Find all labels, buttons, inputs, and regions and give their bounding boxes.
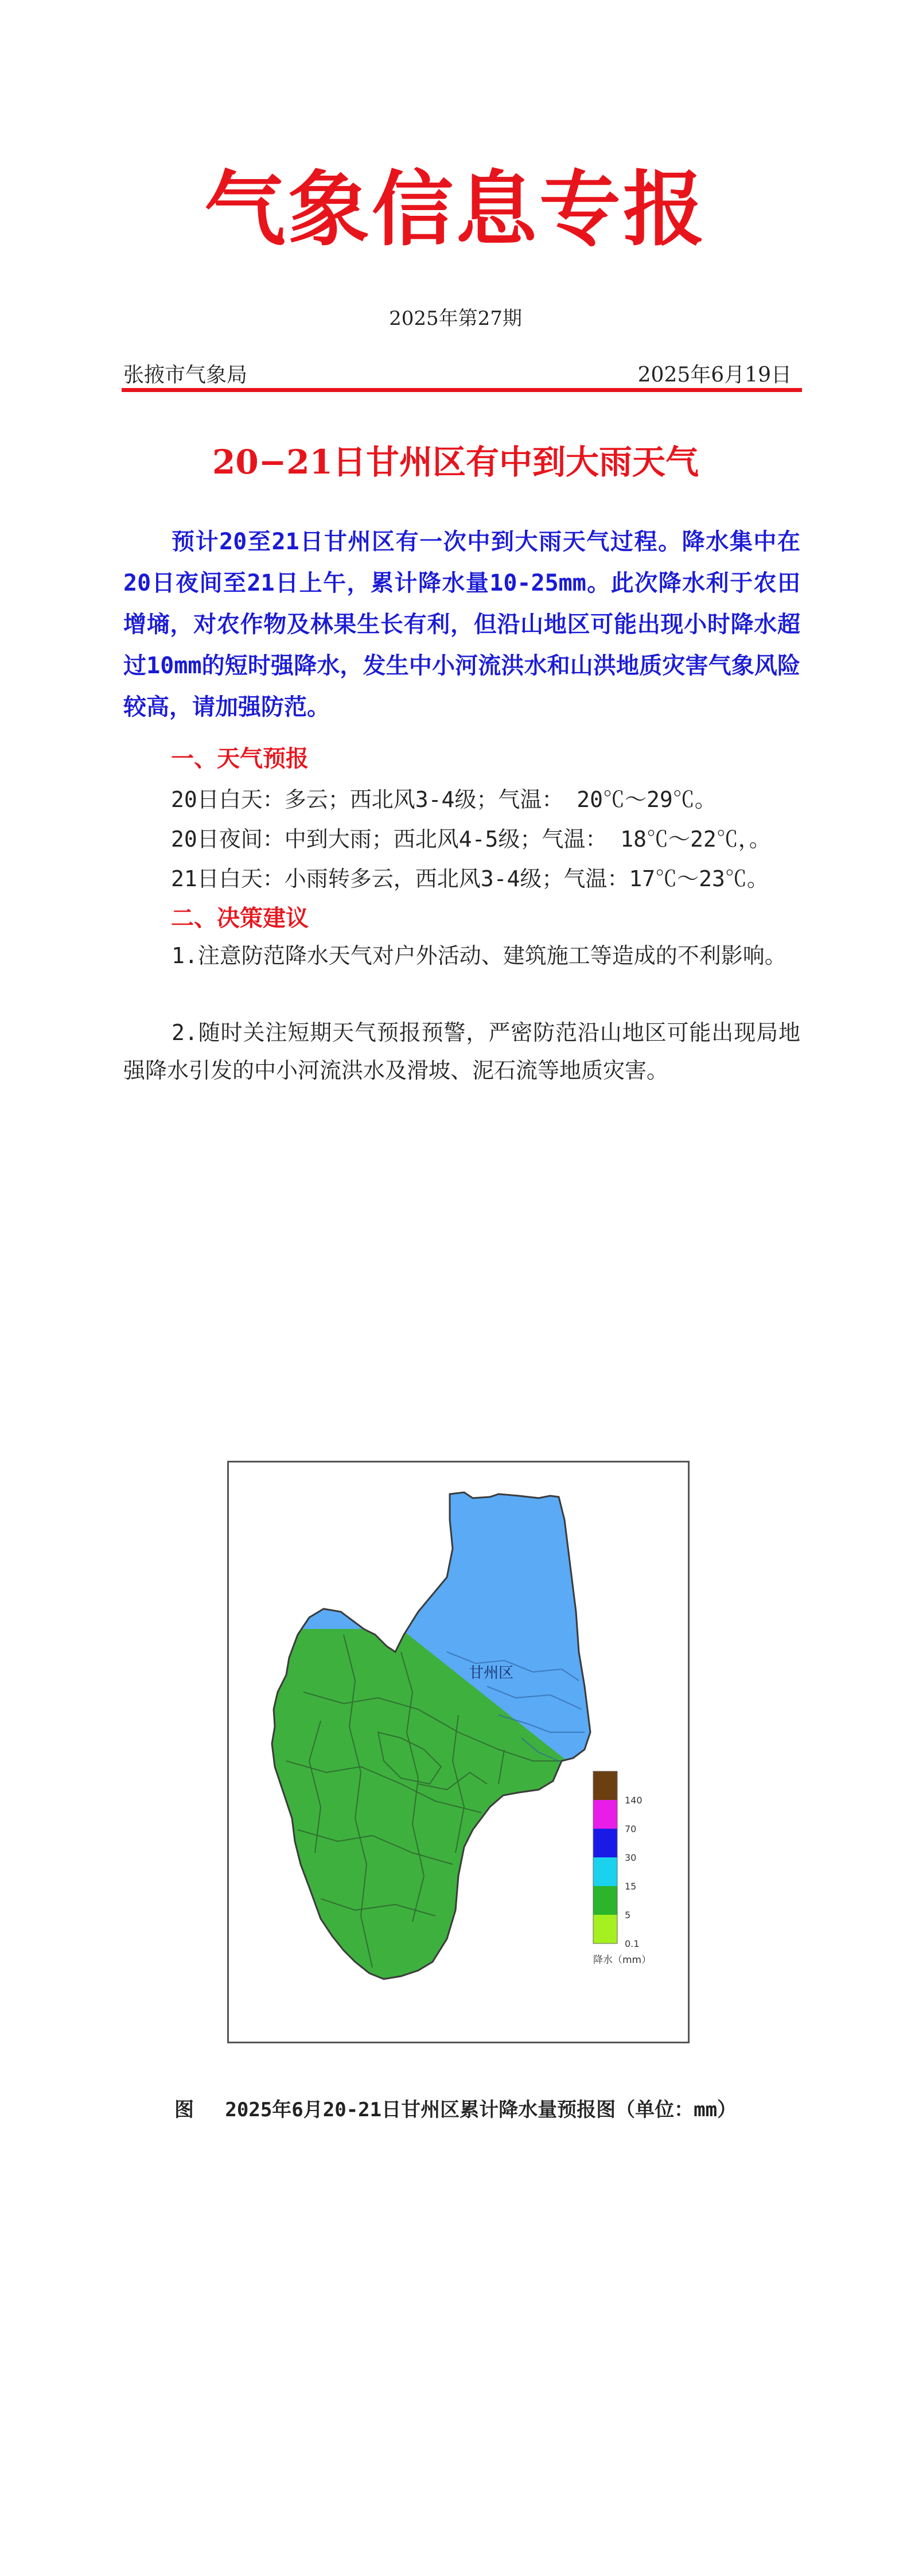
precip-legend: [593, 1771, 651, 1966]
page-title: 气象信息专报: [204, 162, 707, 257]
issue-date: 2025年6月19日: [637, 363, 792, 387]
headline: 20−21日甘州区有中到大雨天气: [212, 443, 699, 482]
legend-title: 降水（mm）: [593, 1954, 652, 1966]
forecast-line: 21日白天：小雨转多云，西北风3-4级；气温：17℃～23℃。: [171, 866, 769, 891]
section-advice-title: 二、决策建议: [171, 905, 309, 932]
legend-tick: 0.1: [625, 1938, 640, 1949]
legend-swatch: [593, 1857, 617, 1886]
advice-item: 1.注意防范降水天气对户外活动、建筑施工等造成的不利影响。: [172, 943, 787, 968]
legend-swatch: [593, 1886, 617, 1915]
forecast-line: 20日夜间：中到大雨；西北风4-5级；气温： 18℃～22℃，。: [171, 827, 771, 852]
legend-swatch: [593, 1915, 617, 1943]
issue-number: 2025年第27期: [389, 307, 522, 330]
legend-swatch: [593, 1771, 617, 1800]
legend-tick: 70: [625, 1824, 637, 1834]
lead-paragraph: 预计20至21日甘州区有一次中到大雨天气过程。降水集中在20日夜间至21日上午，累计降水量10-25mm。此次降水利于农田增墒，对农作物及林果生长有利，但沿山地区可能出现小时降水超过10mm的短时强降水，发生中小河流洪水和山洪地质灾害气象风险较高，请加强防范。: [123, 529, 800, 720]
legend-tick: 15: [625, 1881, 637, 1892]
legend-tick: 140: [625, 1795, 643, 1806]
legend-swatch: [593, 1800, 617, 1829]
region-label: 甘州区: [469, 1665, 514, 1682]
legend-tick: 30: [625, 1852, 637, 1863]
legend-tick: 5: [625, 1910, 631, 1921]
section-forecast-title: 一、天气预报: [171, 746, 309, 772]
forecast-line: 20日白天：多云；西北风3-4级；气温： 20℃～29℃。: [171, 787, 717, 812]
advice-item: 2.随时关注短期天气预报预警，严密防范沿山地区可能出现局地强降水引发的中小河流洪水及滑坡、泥石流等地质灾害。: [123, 1020, 800, 1083]
precipitation-map: [227, 1461, 690, 2043]
figure-caption: 图 2025年6月20-21日甘州区累计降水量预报图（单位：mm）: [174, 2098, 737, 2121]
legend-swatch: [593, 1829, 617, 1857]
header-divider: [122, 388, 802, 392]
map-figure: [229, 1462, 688, 2042]
agency-name: 张掖市气象局: [123, 363, 248, 387]
